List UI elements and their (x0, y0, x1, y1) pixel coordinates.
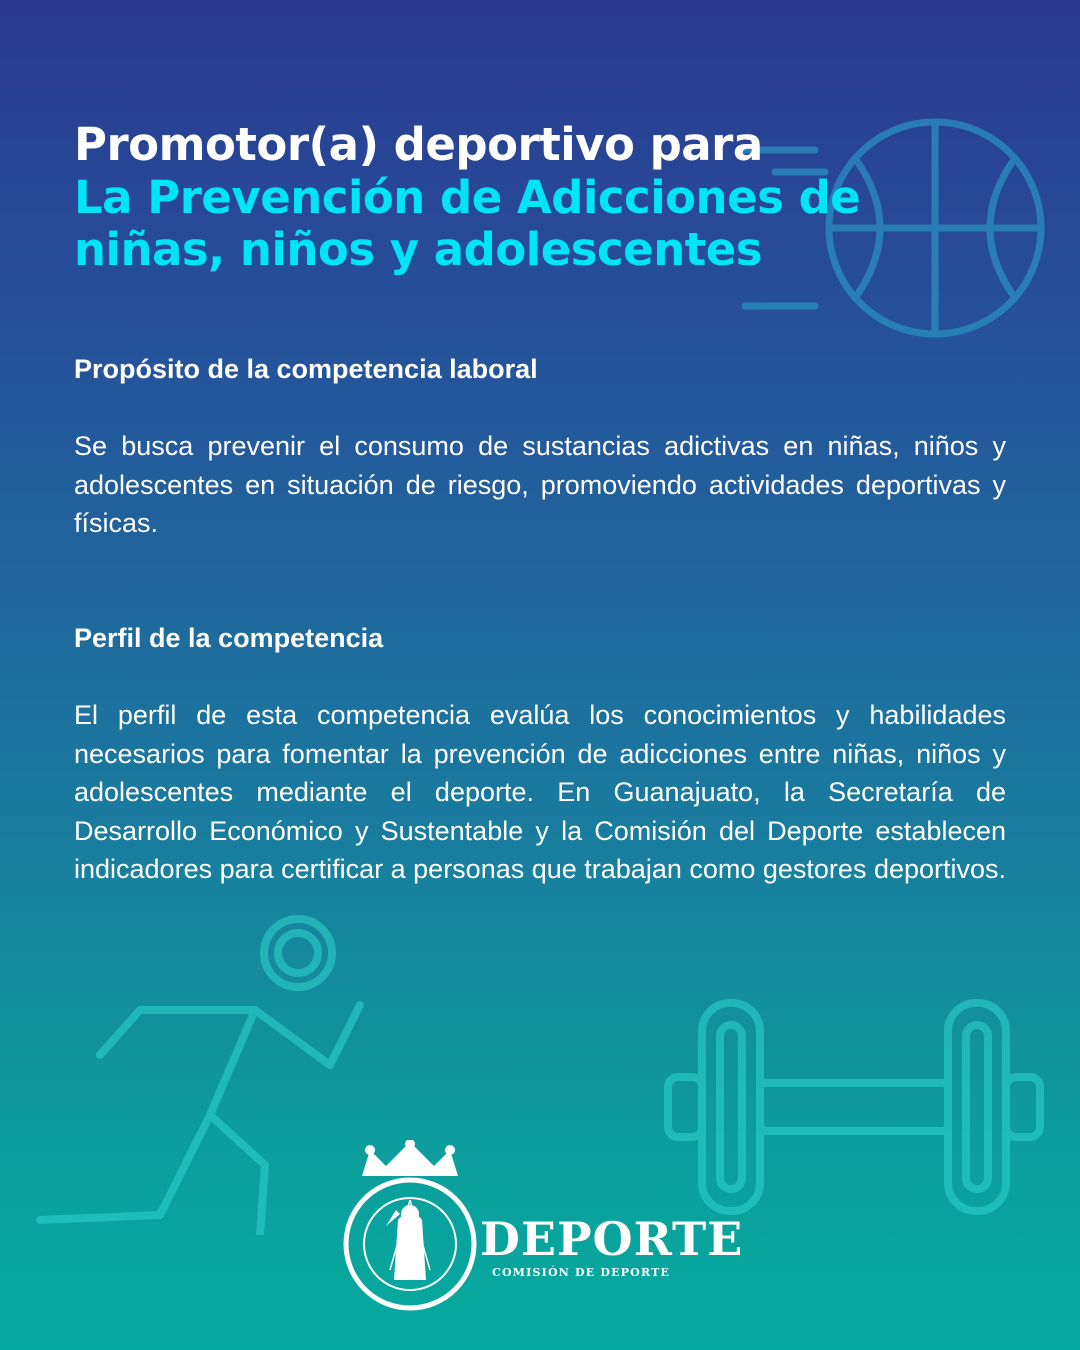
deporte-subtitle: COMISIÓN DE DEPORTE (492, 1266, 671, 1279)
title-highlight-line-1: La Prevención de Adicciones de (74, 171, 861, 224)
purpose-body-wrap (74, 427, 1006, 543)
purpose-body: Se busca prevenir el consumo de sustancias adictivas en niñas, niños y adolescentes en situación de riesgo, promoviendo actividades deportivas y físicas. (74, 431, 1006, 538)
profile-section (74, 621, 1006, 655)
profile-heading: Perfil de la competencia (74, 623, 384, 653)
profile-body: El perfil de esta competencia evalúa los conocimientos y habilidades necesarios para fomentar la prevención de adicciones entre niñas, niños y adolescentes mediante el deporte. En Guanajuato, la Secretaría de Desarrollo Económico y Sustentable y la Comisión del Deporte establecen indicadores para certificar a personas que trabajan como gestores deportivos. (74, 700, 1007, 884)
deporte-wordmark: DEPORTE (480, 1212, 744, 1266)
guanajuato-seal (340, 1140, 480, 1315)
deporte-logo (340, 1140, 760, 1315)
title-highlight-line-2: niñas, niños y adolescentes (74, 223, 763, 276)
profile-body-wrap (74, 696, 1006, 889)
runner-icon (30, 915, 390, 1235)
title-line-1: Promotor(a) deportivo para (74, 118, 763, 171)
page-title (74, 118, 1034, 276)
purpose-section (74, 352, 1006, 386)
purpose-heading: Propósito de la competencia laboral (74, 354, 538, 384)
crown-icon (362, 1140, 458, 1176)
